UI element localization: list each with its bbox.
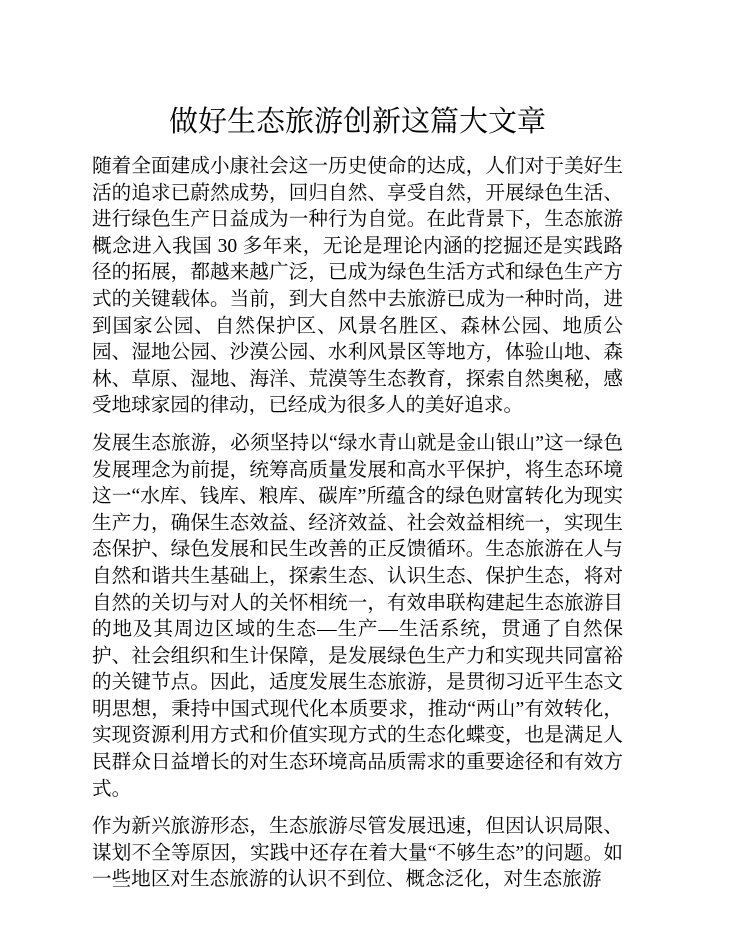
document-body — [92, 154, 623, 894]
paragraph: 随着全面建成小康社会这一历史使命的达成，人们对于美好生活的追求已蔚然成势，回归自然、享受自然，开展绿色生活、进行绿色生产日益成为一种行为自觉。在此背景下，生态旅游概念进入我国 30 多年来，无论是理论内涵的挖掘还是实践路径的拓展，都越来越广泛，已成为绿色生活方式和绿色生产方式的关键载体。当前，到大自然中去旅游已成为一种时尚，进到国家公园、自然保护区、风景名胜区、森林公园、地质公园、湿地公园、沙漠公园、水利风景区等地方，体验山地、森林、草原、湿地、海洋、荒漠等生态教育，探索自然奥秘，感受地球家园的律动，已经成为很多人的美好追求。 — [92, 156, 623, 417]
paragraph: 作为新兴旅游形态，生态旅游尽管发展迅速，但因认识局限、谋划不全等原因，实践中还存在着大量“不够生态”的问题。如一些地区对生态旅游的认识不到位、概念泛化，对生态旅游 — [92, 816, 623, 891]
paragraph: 发展生态旅游，必须坚持以“绿水青山就是金山银山”这一绿色发展理念为前提，统筹高质量发展和高水平保护，将生态环境这一“水库、钱库、粮库、碳库”所蕴含的绿色财富转化为现实生产力，确保生态效益、经济效益、社会效益相统一，实现生态保护、绿色发展和民生改善的正反馈循环。生态旅游在人与自然和谐共生基础上，探索生态、认识生态、保护生态，将对自然的关切与对人的关怀相统一，有效串联构建起生态旅游目的地及其周边区域的生态—生产—生活系统，贯通了自然保护、社会组织和生计保障，是发展绿色生产力和实现共同富裕的关键节点。因此，适度发展生态旅游，是贯彻习近平生态文明思想，秉持中国式现代化本质要求，推动“两山”有效转化，实现资源利用方式和价值实现方式的生态化蝶变，也是满足人民群众日益增长的对生态环境高品质需求的重要途径和有效方式。 — [92, 432, 623, 800]
document-title: 做好生态旅游创新这篇大文章 — [168, 106, 546, 138]
